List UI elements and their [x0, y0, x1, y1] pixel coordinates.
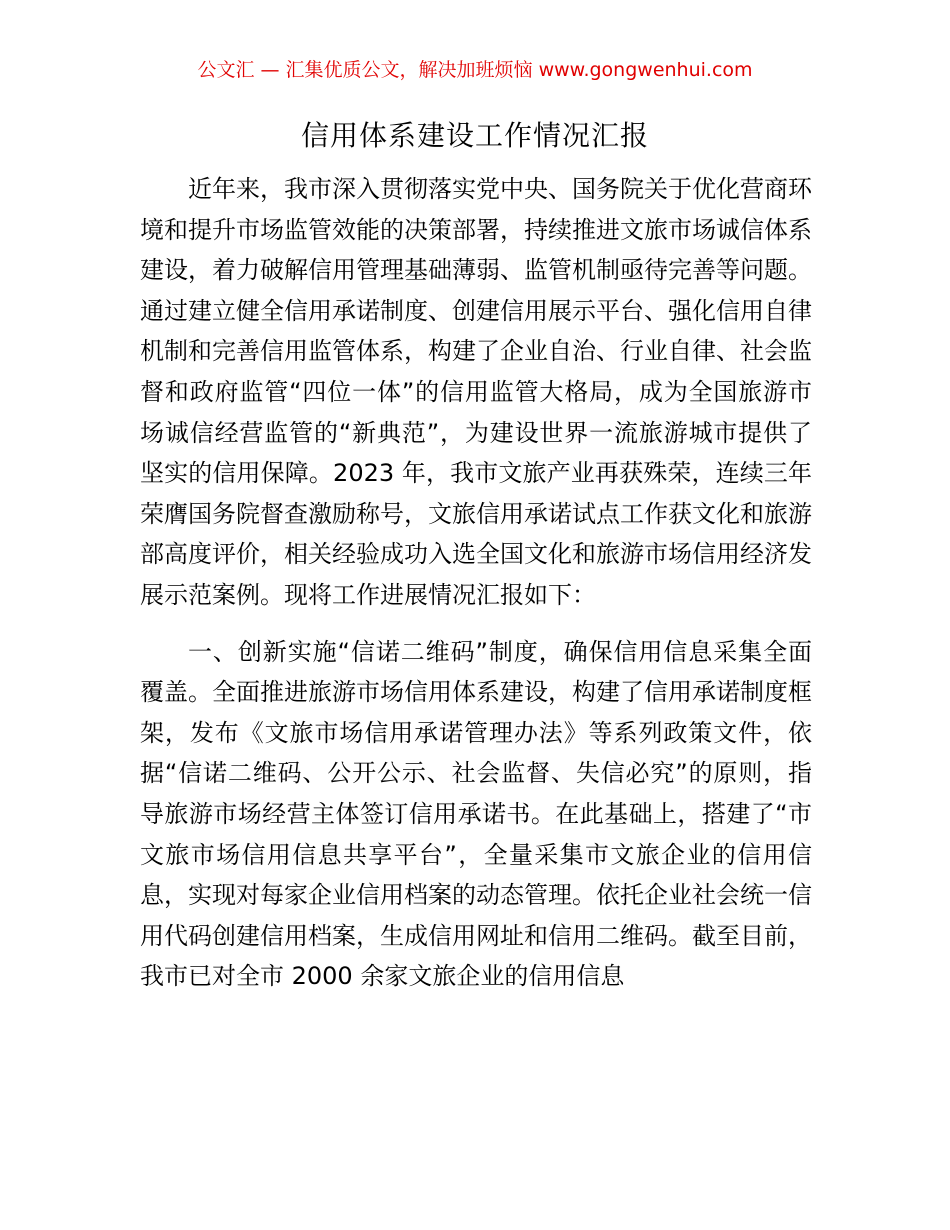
document-title: 信用体系建设工作情况汇报 — [300, 119, 649, 152]
document-body — [140, 169, 812, 997]
paragraph-section-1: 一、创新实施“信诺二维码”制度，确保信用信息采集全面覆盖。全面推进旅游市场信用体系建设，构建了信用承诺制度框架，发布《文旅市场信用承诺管理办法》等系列政策文件，依据“信诺二维码、公开公示、社会监督、失信必究”的原则，指导旅游市场经营主体签订信用承诺书。在此基础上，搭建了“市文旅市场信用信息共享平台”，全量采集市文旅企业的信用信息，实现对每家企业信用档案的动态管理。依托企业社会统一信用代码创建信用档案，生成信用网址和信用二维码。截至目前，我市已对全市 2000 余家文旅企业的信用信息 — [140, 637, 812, 991]
paragraph-intro: 近年来，我市深入贯彻落实党中央、国务院关于优化营商环境和提升市场监管效能的决策部署，持续推进文旅市场诚信体系建设，着力破解信用管理基础薄弱、监管机制亟待完善等问题。通过建立健全信用承诺制度、创建信用展示平台、强化信用自律机制和完善信用监管体系，构建了企业自治、行业自律、社会监督和政府监管“四位一体”的信用监管大格局，成为全国旅游市场诚信经营监管的“新典范”，为建设世界一流旅游城市提供了坚实的信用保障。2023 年，我市文旅产业再获殊荣，连续三年荣膺国务院督查激励称号，文旅信用承诺试点工作获文化和旅游部高度评价，相关经验成功入选全国文化和旅游市场信用经济发展示范案例。现将工作进展情况汇报如下： — [140, 175, 812, 609]
site-header-banner: 公文汇 — 汇集优质公文，解决加班烦恼 www.gongwenhui.com — [197, 59, 753, 81]
